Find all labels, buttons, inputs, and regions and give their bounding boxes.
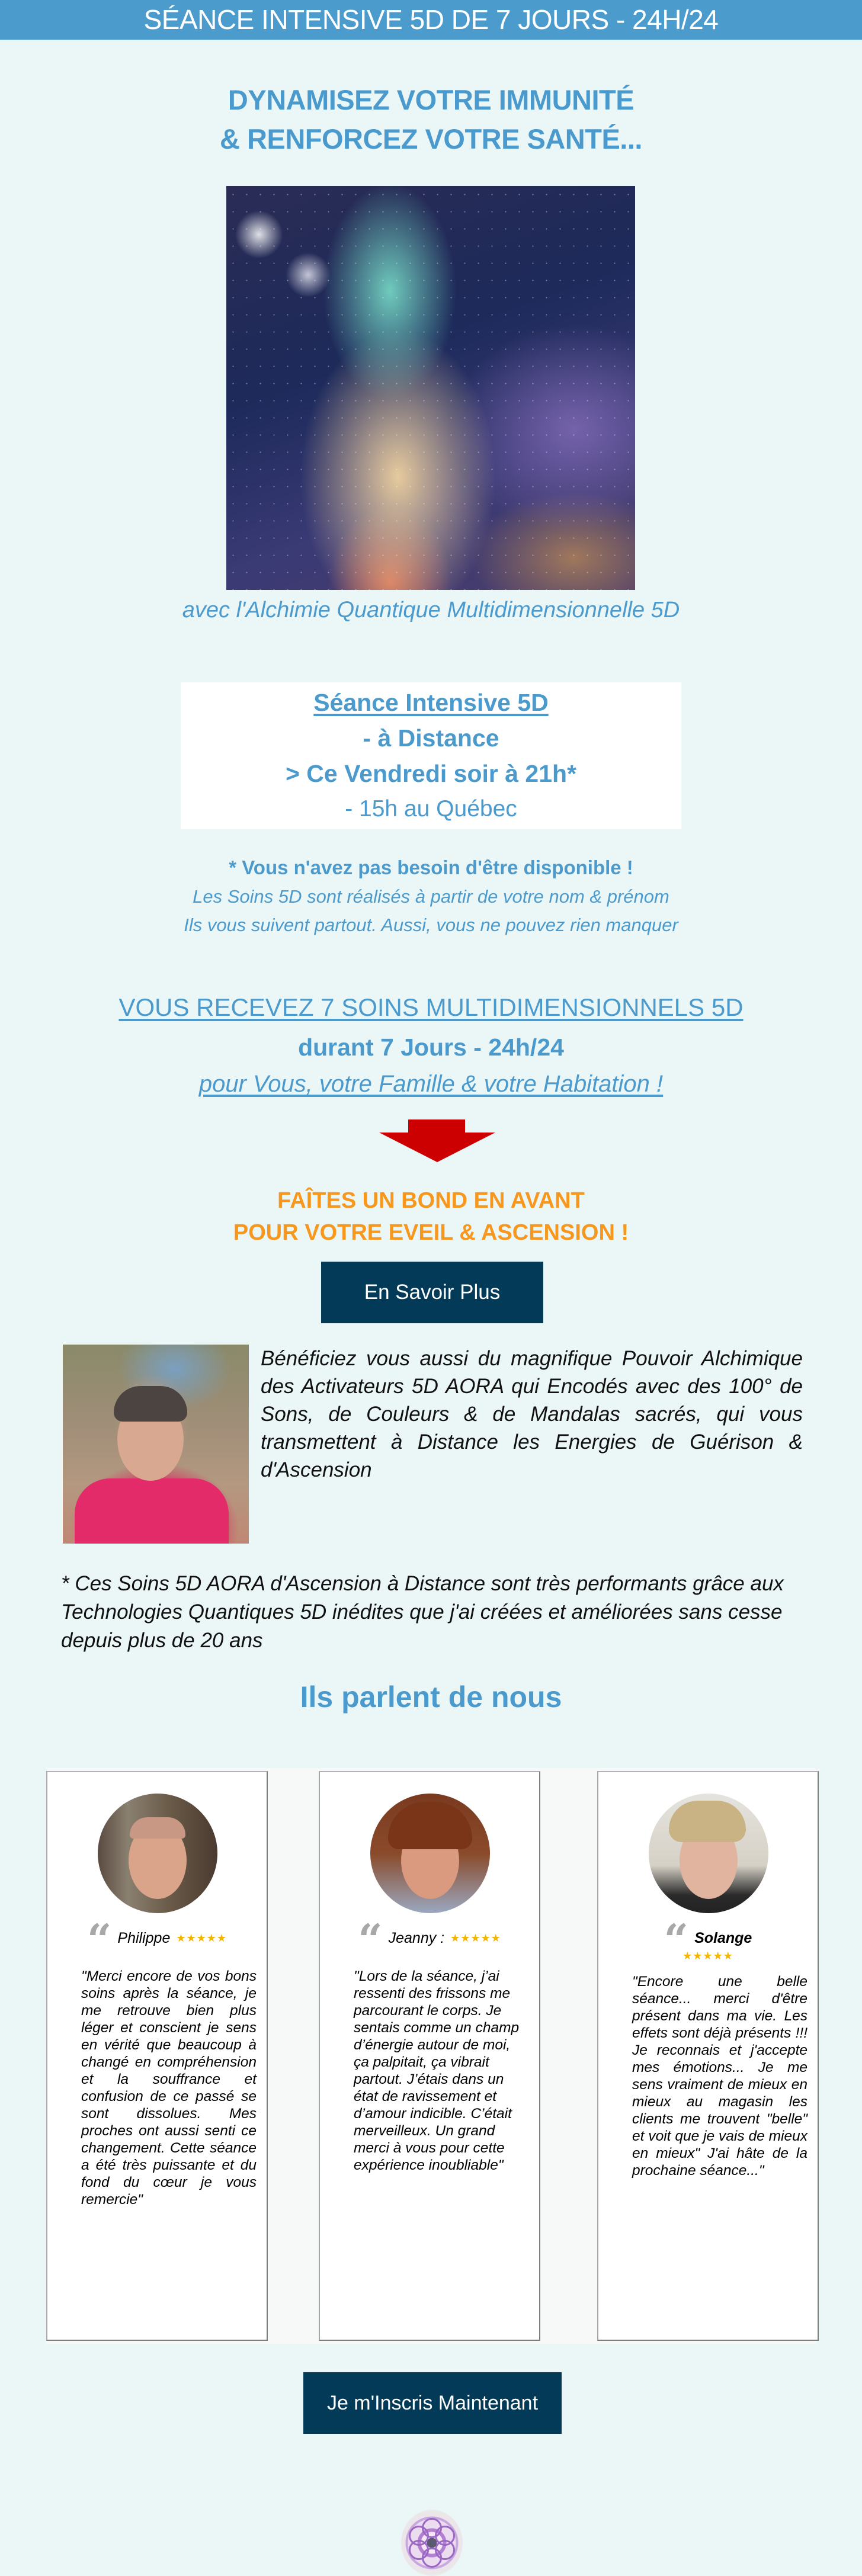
- availability-note-line-2: Les Soins 5D sont réalisés à partir de votre nom & prénom: [193, 886, 669, 907]
- quote-icon: “: [664, 1914, 689, 1965]
- testimonial-author: Jeanny :: [388, 1929, 445, 1946]
- session-time: > Ce Vendredi soir à 21h*: [285, 760, 577, 787]
- testimonial-header: [320, 1914, 539, 1965]
- learn-more-button[interactable]: En Savoir Plus: [321, 1262, 543, 1323]
- testimonial-author: Philippe: [117, 1929, 171, 1946]
- headline-line-2: & RENFORCEZ VOTRE SANTÉ...: [220, 123, 642, 155]
- practitioner-bio: Bénéficiez vous aussi du magnifique Pouvoir Alchimique des Activateurs 5D AORA qui Encodés avec des 100° de Sons, de Couleurs & de Mandalas sacrés, qui vous transmettent à Distance les Energies de Guérison & d'Ascension: [261, 1347, 803, 1481]
- session-title[interactable]: Séance Intensive 5D: [313, 689, 549, 716]
- top-banner: [0, 0, 862, 40]
- offer-duration: durant 7 Jours - 24h/24: [298, 1034, 564, 1061]
- testimonial-header: [47, 1914, 267, 1965]
- headline-line-1: DYNAMISEZ VOTRE IMMUNITÉ: [227, 84, 635, 116]
- signup-now-button[interactable]: Je m'Inscris Maintenant: [303, 2372, 562, 2434]
- technology-footnote: * Ces Soins 5D AORA d'Ascension à Distance sont très performants grâce aux Technologies Quantiques 5D inédites que j'ai créées et améliorées sans cesse depuis plus de 20 ans: [61, 1572, 784, 1652]
- banner-title: SÉANCE INTENSIVE 5D DE 7 JOURS - 24H/24: [143, 4, 719, 35]
- leap-forward-callout: [0, 1185, 862, 1249]
- leap-line-2: POUR VOTRE EVEIL & ASCENSION !: [233, 1220, 629, 1245]
- star-rating-icon: ★★★★★: [682, 1950, 733, 1962]
- avatar: [370, 1794, 490, 1913]
- testimonial-card: [46, 1771, 268, 2341]
- availability-note-line-3: Ils vous suivent partout. Aussi, vous ne pouvez rien manquer: [184, 915, 678, 935]
- testimonial-text: "Lors de la séance, j’ai ressenti des frissons me parcourant le corps. Je sentais comme un champ d’énergie autour de moi, ça palpitait, ça vibrait partout. J’étais dans un état de ravissement et d’amour indicible. C’était merveilleux. Un grand merci à vous pour cette expérience inoubliable": [354, 1968, 520, 2173]
- hero-subtitle: avec l'Alchimie Quantique Multidimensionnelle 5D: [182, 598, 680, 623]
- quote-icon: “: [86, 1914, 112, 1965]
- availability-note: [0, 853, 862, 939]
- star-rating-icon: ★★★★★: [176, 1932, 227, 1944]
- availability-note-title: * Vous n'avez pas besoin d'être disponible !: [229, 856, 633, 878]
- avatar: [98, 1794, 217, 1913]
- testimonial-header: [598, 1914, 818, 1965]
- offer-title-link[interactable]: VOUS RECEVEZ 7 SOINS MULTIDIMENSIONNELS 5D: [118, 993, 744, 1021]
- star-rating-icon: ★★★★★: [450, 1932, 501, 1944]
- offer-audience-link[interactable]: pour Vous, votre Famille & votre Habitation !: [198, 1071, 664, 1097]
- testimonial-text: "Merci encore de vos bons soins après la séance, je me retrouve bien plus léger et conscient je sens en vérité que beaucoup à changé en compréhension et la souffrance et confusion de ce passé se sont dissolues. Mes proches ont aussi senti ce changement. Cette séance a été très puissante et du fond du cœur je vous remercie": [81, 1968, 257, 2208]
- testimonial-author: Solange: [694, 1929, 752, 1946]
- leap-line-1: FAÎTES UN BOND EN AVANT: [277, 1188, 585, 1213]
- session-mode: - à Distance: [363, 724, 499, 752]
- session-info-box: [181, 682, 681, 829]
- session-quebec-time: - 15h au Québec: [345, 796, 517, 822]
- avatar: [649, 1794, 768, 1913]
- testimonial-card: [597, 1771, 819, 2341]
- arrow-down-icon: [379, 1119, 495, 1162]
- hero-image-stars: [226, 186, 635, 590]
- mandala-logo-icon: [401, 2510, 463, 2576]
- testimonial-text: "Encore une belle séance... merci d'être présent dans ma vie. Les effets sont déjà présents !!! Je reconnais et j'accepte mes émotions... Je me sens vraiment de mieux en mieux au magasin les clients me trouvent "belle" et voit que je vais de mieux en mieux" J'ai hâte de la prochaine séance...": [632, 1974, 807, 2179]
- hero-image: [226, 186, 635, 590]
- testimonial-card: [319, 1771, 540, 2341]
- quote-icon: “: [358, 1914, 383, 1965]
- testimonials-title: Ils parlent de nous: [300, 1680, 562, 1714]
- practitioner-photo: [63, 1345, 249, 1544]
- offer-block: [0, 986, 862, 1102]
